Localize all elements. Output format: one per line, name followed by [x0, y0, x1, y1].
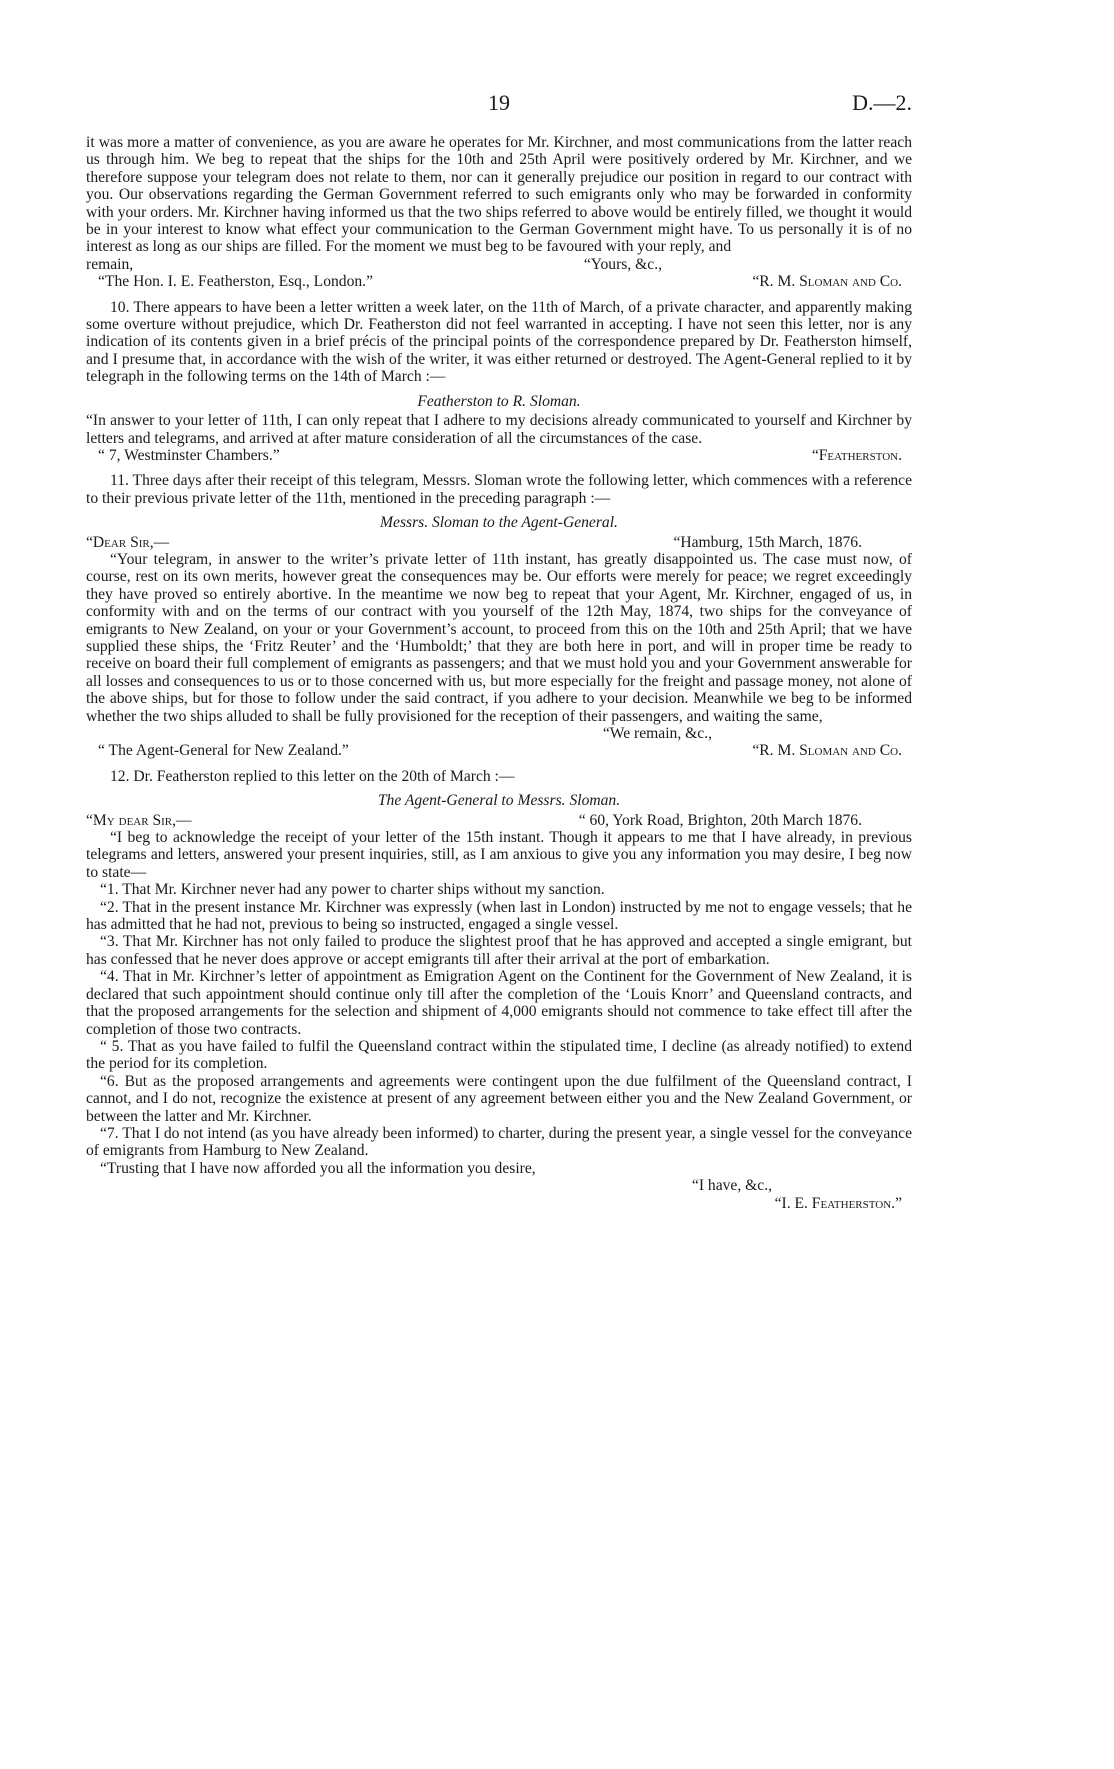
document-body: [86, 134, 912, 1212]
letter-header-row: [86, 534, 912, 551]
list-item: “3. That Mr. Kirchner has not only failed to produce the slightest proof that he has approved and accepted a single emigrant, but has confessed that he never does approve or accept emigrants till after their arrival at the port of embarkation.: [86, 933, 912, 968]
list-item: “ 5. That as you have failed to fulfil the Queensland contract within the stipulated time, I decline (as already notified) to extend the period for its completion.: [86, 1037, 912, 1073]
addressee: “ The Agent-General for New Zealand.”: [98, 742, 349, 760]
letter-closing: “I have, &c.,: [691, 1177, 772, 1195]
page-number: 19: [488, 90, 510, 115]
telegram-signature-row: [86, 447, 912, 464]
letter-intro: “I beg to acknowledge the receipt of your letter of the 15th instant. Though it appears to me that I have already, in previous telegrams and letters, answered your present inquiries, still, as I am anxious to give you any information you may desire, I beg now to state—: [86, 829, 912, 881]
paragraph-continuation: it was more a matter of convenience, as you are aware he operates for Mr. Kirchner, and most communications from the latter reach us through him. We beg to repeat that the ships for the 10th and 25th April were positively ordered by Mr. Kirchner, and we therefore suppose your telegram does not relate to them, nor can it generally prejudice our position in regard to our contract with you. Our observations regarding the German Government referred to such emigrants only who may be forwarded in conformity with your orders. Mr. Kirchner having informed us that the two ships referred to above would be entirely filled, we thought it would be in your interest to know what effect your communication to the German Government might have. To us personally it is of no interest as long as our ships are filled. For the moment we must beg to be favoured with your reply, and: [86, 134, 912, 256]
telegram-signatory: “Featherston.: [811, 446, 902, 464]
letter-body: “Your telegram, in answer to the writer’s private letter of 11th instant, has greatly disappointed us. The case must now, of course, rest on its own merits, however great the consequences may be. Our efforts were merely for peace; we regret exceedingly they have proved so entirely abortive. In the meantime we now beg to repeat that your Agent, Mr. Kirchner, engaged of us, in conformity with and on the terms of our contract with you yourself of the 12th May, 1874, two ships for the conveyance of emigrants to New Zealand, on your or your Government’s account, to proceed from this on the 10th and 25th April; that we have supplied these ships, the ‘Fritz Reuter’ and the ‘Humboldt;’ that they are both here in port, and will in proper time be ready to receive on board their full complement of emigrants as passengers; and that we must hold you and your Government answerable for all losses and consequences to us or to those concerned with us, but more especially for the freight and passage money, not alone of the above ships, but for those to follow under the said contract, if you adhere to your decision. Meanwhile we beg to be informed whether the two ships alluded to shall be fully provisioned for the reception of their passengers, and waiting the same,: [86, 550, 912, 725]
telegram-text: “In answer to your letter of 11th, I can only repeat that I adhere to my decisions already communicated to yourself and Kirchner by letters and telegrams, and arrived at after mature consideration of all the circumstances of the case.: [86, 412, 912, 447]
page-header: [86, 92, 912, 118]
list-item: “7. That I do not intend (as you have already been informed) to charter, during the present year, a single vessel for the conveyance of emigrants from Hamburg to New Zealand.: [86, 1124, 912, 1160]
signatory: “R. M. Sloman and Co.: [752, 742, 902, 760]
letter-address-row: [86, 742, 912, 759]
paragraph-11: 11. Three days after their receipt of this telegram, Messrs. Sloman wrote the following letter, which commences with a reference to their previous private letter of the 11th, mentioned in the preceding paragraph :—: [86, 472, 912, 507]
paragraph-12: 12. Dr. Featherston replied to this letter on the 20th of March :—: [110, 767, 515, 785]
closing-yours: “Yours, &c.,: [583, 255, 662, 273]
address-row: [86, 273, 912, 290]
dateline: “Hamburg, 15th March, 1876.: [673, 533, 862, 551]
list-item: “2. That in the present instance Mr. Kirchner was expressly (when last in London) instructed by me not to engage vessels; that he has admitted that he had not, previous to being so instructed, engaged a single vessel.: [86, 898, 912, 934]
letter-signature: “I. E. Featherston.”: [774, 1194, 902, 1212]
signatory: “R. M. Sloman and Co.: [752, 273, 902, 291]
section-heading: The Agent-General to Messrs. Sloman.: [377, 792, 621, 810]
letter-closing: “We remain, &c.,: [602, 725, 712, 742]
list-item: “4. That in Mr. Kirchner’s letter of appointment as Emigration Agent on the Continent for the Government of New Zealand, it is declared that such appointment should continue only till after the completion of the ‘Louis Knorr’ and Queensland contracts, and that the proposed arrangements for the selection and shipment of 4,000 emigrants should not commence to take effect till after the completion of those two contracts.: [86, 968, 912, 1038]
salutation: “My dear Sir,—: [86, 811, 192, 829]
letter-header-row: [86, 812, 912, 829]
letter-trusting: “Trusting that I have now afforded you all the information you desire,: [100, 1159, 536, 1177]
closing-row: [86, 256, 912, 273]
list-item: “6. But as the proposed arrangements and agreements were contingent upon the due fulfilment of the Queensland contract, I cannot, and I do not, recognize the existence at present of any agreement between either you and the New Zealand Government, or between the latter and Mr. Kirchner.: [86, 1072, 912, 1125]
section-heading: Featherston to R. Sloman.: [417, 392, 581, 410]
list-item: “1. That Mr. Kirchner never had any power to charter ships without my sanction.: [100, 881, 605, 899]
telegram-address: “ 7, Westminster Chambers.”: [98, 446, 280, 464]
dateline: “ 60, York Road, Brighton, 20th March 1876.: [578, 811, 862, 829]
document-reference: D.—2.: [852, 90, 912, 115]
section-heading: Messrs. Sloman to the Agent-General.: [380, 514, 618, 532]
addressee: “The Hon. I. E. Featherston, Esq., London.”: [98, 273, 373, 291]
closing-remain: remain,: [86, 255, 134, 273]
paragraph-10: 10. There appears to have been a letter written a week later, on the 11th of March, of a private character, and apparently making some overture without prejudice, which Dr. Featherston did not feel warranted in accepting. I have not seen this letter, nor is any indication of its contents given in a brief précis of the principal points of the correspondence prepared by Dr. Featherston himself, and I presume that, in accordance with the wish of the writer, it was either returned or destroyed. The Agent-General replied to it by telegraph in the following terms on the 14th of March :—: [86, 298, 912, 386]
salutation: “Dear Sir,—: [86, 533, 170, 551]
